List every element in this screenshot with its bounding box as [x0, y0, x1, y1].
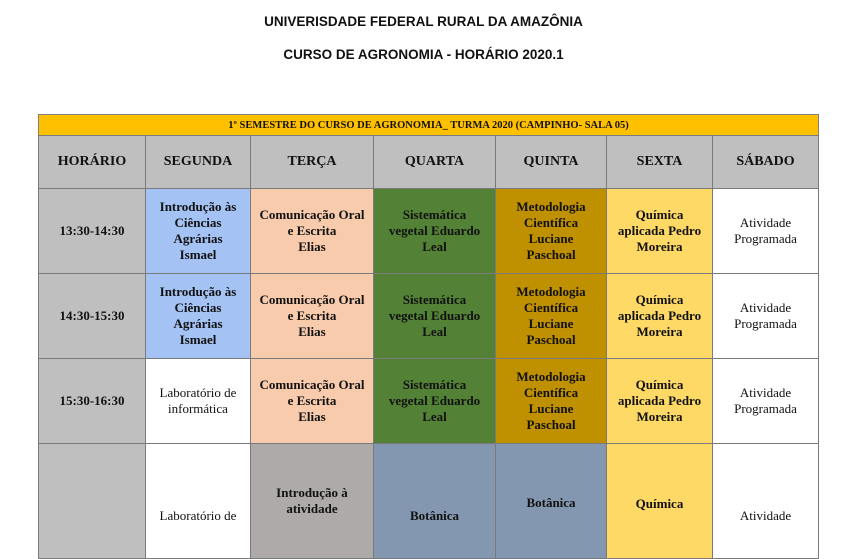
cell-line: Ismael	[179, 332, 217, 347]
class-cell-sexta	[607, 274, 713, 359]
cell-line: Elias	[298, 324, 326, 339]
cell-line: aplicada Pedro	[617, 223, 702, 238]
class-cell-terca	[251, 274, 374, 359]
cell-line: Atividade	[739, 215, 792, 230]
cell-line: Elias	[298, 239, 326, 254]
cell-line: Leal	[422, 239, 447, 254]
class-cell-segunda	[146, 274, 251, 359]
class-cell-quinta	[496, 444, 607, 559]
cell-line: Laboratório de	[159, 508, 237, 523]
cell-line: Química	[635, 496, 684, 511]
class-cell-quarta	[374, 444, 496, 559]
class-cell-segunda	[146, 189, 251, 274]
cell-line: Leal	[422, 409, 447, 424]
time-cell: 14:30-15:30	[39, 274, 146, 359]
cell-line: informática	[168, 401, 228, 416]
cell-line: Botânica	[526, 495, 576, 510]
schedule-table	[38, 135, 819, 559]
cell-line: Programada	[734, 316, 797, 331]
table-row	[39, 444, 819, 559]
cell-line: Introdução às	[159, 199, 237, 214]
class-cell-sabado	[713, 189, 819, 274]
course-schedule-title: CURSO DE AGRONOMIA - HORÁRIO 2020.1	[283, 47, 564, 62]
cell-line: Luciane	[528, 401, 574, 416]
time-cell: 13:30-14:30	[39, 189, 146, 274]
cell-line: vegetal Eduardo	[388, 223, 481, 238]
cell-line: Comunicação Oral	[259, 292, 365, 307]
time-cell: 15:30-16:30	[39, 359, 146, 444]
cell-line: Ciências	[174, 300, 222, 315]
cell-line: Metodologia	[516, 284, 586, 299]
cell-line: Comunicação Oral	[259, 207, 365, 222]
cell-line: Paschoal	[526, 417, 576, 432]
col-header-sabado: SÁBADO	[713, 136, 819, 189]
cell-line: Botânica	[409, 508, 460, 523]
cell-line: Química	[635, 207, 684, 222]
class-cell-sabado	[713, 274, 819, 359]
col-header-horario: HORÁRIO	[39, 136, 146, 189]
class-cell-sexta	[607, 444, 713, 559]
class-cell-sexta	[607, 189, 713, 274]
class-cell-sabado	[713, 359, 819, 444]
col-header-terca: TERÇA	[251, 136, 374, 189]
cell-line: Moreira	[636, 409, 683, 424]
class-cell-terca	[251, 359, 374, 444]
class-cell-terca	[251, 189, 374, 274]
class-cell-terca	[251, 444, 374, 559]
class-cell-sexta	[607, 359, 713, 444]
class-cell-quarta	[374, 274, 496, 359]
cell-line: Programada	[734, 401, 797, 416]
cell-line: Ciências	[174, 215, 222, 230]
table-row	[39, 189, 819, 274]
cell-line: e Escrita	[287, 223, 337, 238]
table-row	[39, 274, 819, 359]
header-row	[39, 136, 819, 189]
col-header-segunda: SEGUNDA	[146, 136, 251, 189]
cell-line: Científica	[523, 385, 579, 400]
cell-line: Agrárias	[173, 231, 223, 246]
class-cell-segunda	[146, 444, 251, 559]
semester-banner: 1º SEMESTRE DO CURSO DE AGRONOMIA_ TURMA 2020 (CAMPINHO- SALA 05)	[38, 114, 819, 136]
class-cell-quinta	[496, 189, 607, 274]
class-cell-segunda	[146, 359, 251, 444]
cell-line: e Escrita	[287, 308, 337, 323]
cell-line: Elias	[298, 409, 326, 424]
cell-line: Luciane	[528, 231, 574, 246]
cell-line: atividade	[286, 501, 338, 516]
class-cell-quinta	[496, 359, 607, 444]
cell-line: Introdução às	[159, 284, 237, 299]
cell-line: vegetal Eduardo	[388, 393, 481, 408]
table-row	[39, 359, 819, 444]
cell-line: Sistemática	[402, 292, 467, 307]
col-header-sexta: SEXTA	[607, 136, 713, 189]
class-cell-quarta	[374, 189, 496, 274]
cell-line: Programada	[734, 231, 797, 246]
cell-line: Paschoal	[526, 247, 576, 262]
cell-line: Sistemática	[402, 207, 467, 222]
col-header-quinta: QUINTA	[496, 136, 607, 189]
class-cell-quarta	[374, 359, 496, 444]
cell-line: Paschoal	[526, 332, 576, 347]
cell-line: aplicada Pedro	[617, 308, 702, 323]
cell-line: Agrárias	[173, 316, 223, 331]
cell-line: Luciane	[528, 316, 574, 331]
cell-line: Científica	[523, 215, 579, 230]
class-cell-quinta	[496, 274, 607, 359]
cell-line: Introdução à	[276, 485, 348, 500]
cell-line: Sistemática	[402, 377, 467, 392]
cell-line: Metodologia	[516, 199, 586, 214]
cell-line: Ismael	[179, 247, 217, 262]
cell-line: Atividade	[739, 300, 792, 315]
cell-line: Moreira	[636, 324, 683, 339]
cell-line: vegetal Eduardo	[388, 308, 481, 323]
university-title: UNIVERISDADE FEDERAL RURAL DA AMAZÔNIA	[264, 14, 583, 29]
cell-line: Atividade	[739, 508, 792, 523]
cell-line: e Escrita	[287, 393, 337, 408]
cell-line: Química	[635, 377, 684, 392]
cell-line: Moreira	[636, 239, 683, 254]
col-header-quarta: QUARTA	[374, 136, 496, 189]
cell-line: Química	[635, 292, 684, 307]
cell-line: Laboratório de	[159, 385, 237, 400]
cell-line: Comunicação Oral	[259, 377, 365, 392]
cell-line: Leal	[422, 324, 447, 339]
cell-line: Atividade	[739, 385, 792, 400]
cell-line: Metodologia	[516, 369, 586, 384]
class-cell-sabado	[713, 444, 819, 559]
cell-line: Científica	[523, 300, 579, 315]
time-cell	[39, 444, 146, 559]
cell-line: aplicada Pedro	[617, 393, 702, 408]
